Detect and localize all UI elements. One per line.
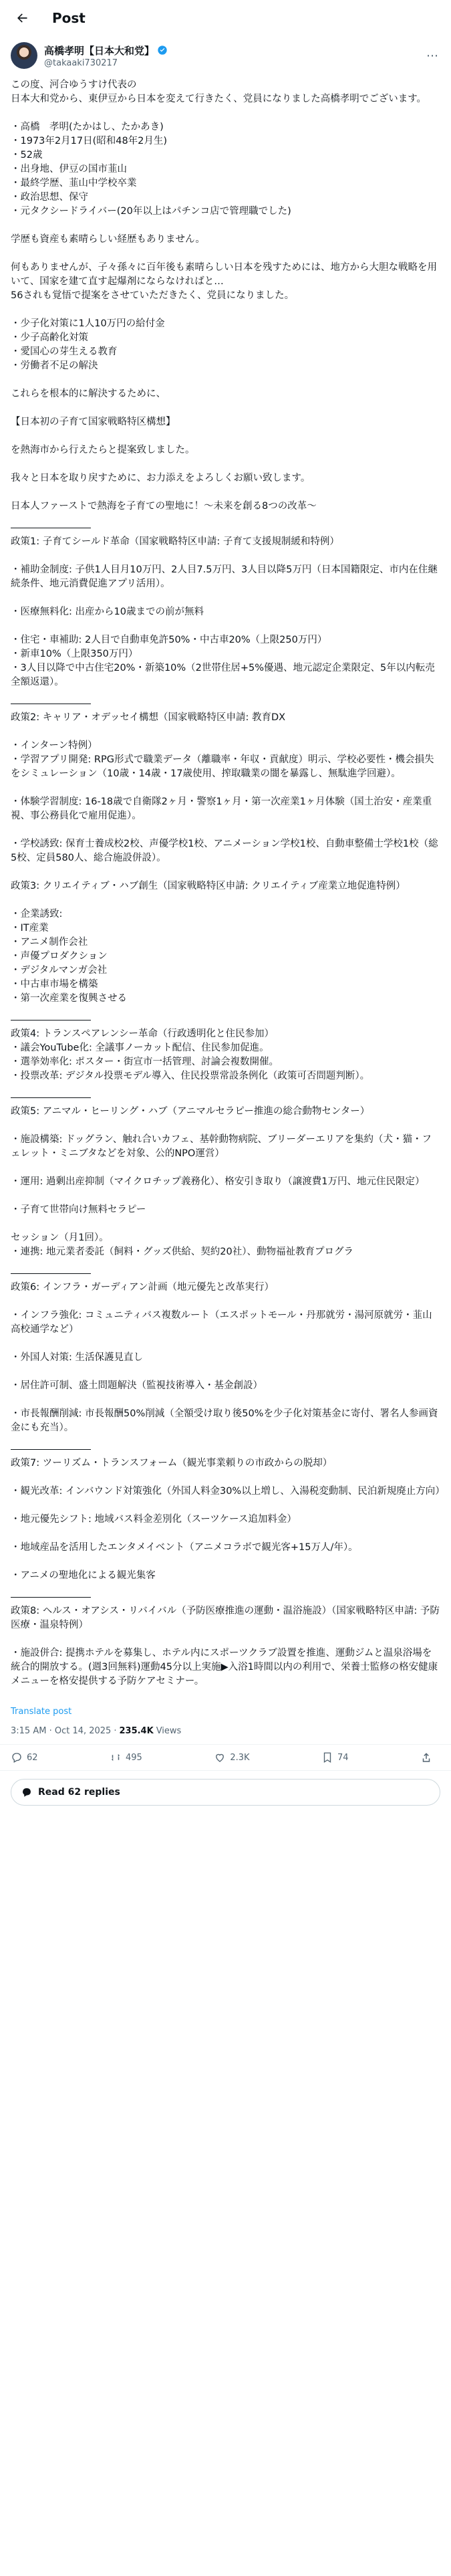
post-paragraph: 我々と日本を取り戻すために、お力添えをよろしくお願い致します。 <box>11 473 311 484</box>
read-replies-label: Read 62 replies <box>38 1787 120 1798</box>
post-paragraph: ・住宅・車補助: 2人目で自動車免許50%・中古車20%（上限250万円） ・新車10%（上限350万円） ・3人目以降で中古住宅20%・新築10%（2世帯住居+5%優遇、地元認定企業限定、5年以内転売全額返還）。 <box>11 635 435 687</box>
back-arrow-icon[interactable] <box>11 7 33 29</box>
post-paragraph: を熱海市から行えたらと提案致しました。 <box>11 445 195 455</box>
post-text <box>0 74 451 1689</box>
post-paragraph: 政策7: ツーリズム・トランスフォーム（観光事業頼りの市政からの脱却） <box>11 1458 333 1469</box>
author-handle[interactable]: @takaaki730217 <box>44 58 118 68</box>
post-paragraph: 学歴も資産も素晴らしい経歴もありません。 <box>11 234 205 245</box>
post-paragraph: ・補助金制度: 子供1人目月10万円、2人目7.5万円、3人目以降5万円（日本国籍限定、市内在住継続条件、地元消費促進アプリ活用）。 <box>11 564 438 589</box>
post-actions <box>0 1745 451 1771</box>
post-paragraph: ・少子化対策に1人10万円の給付金 ・少子高齢化対策 ・愛国心の芽生える教育 ・労働者不足の解決 <box>11 318 165 371</box>
post-paragraph: ・企業誘致: ・IT産業 ・アニメ制作会社 ・声優プロダクション ・デジタルマンガ会社 ・中古車市場を構築 ・第一次産業を復興させる <box>11 909 127 1004</box>
share-button[interactable] <box>420 1751 432 1763</box>
post-paragraph: ・インフラ強化: コミュニティバス複数ルート（エスポットモール・丹那就労・湯河原就労・韮山高校通学など） <box>11 1310 432 1335</box>
post-paragraph: 政策5: アニマル・ヒーリング・ハブ（アニマルセラピー推進の総合動物センター） <box>11 1106 370 1117</box>
share-icon <box>420 1751 432 1763</box>
like-button[interactable] <box>214 1751 249 1763</box>
post-paragraph: ・地元優先シフト: 地域バス料金差別化（スーツケース追加料金） <box>11 1514 297 1525</box>
post-paragraph: 政策2: キャリア・オデッセイ構想（国家戦略特区申請: 教育DX <box>11 712 286 723</box>
post-paragraph: これらを根本的に解決するために、 <box>11 389 166 399</box>
repost-button[interactable] <box>110 1751 142 1763</box>
post-paragraph: ・施設構築: ドッグラン、触れ合いカフェ、基幹動物病院、ブリーダーエリアを集約（犬・猫・フェレット・ミニブタなどを対象、公的NPO運営） <box>11 1134 432 1159</box>
translate-post-link[interactable]: Translate post <box>11 1707 72 1717</box>
section-divider <box>11 1020 91 1021</box>
repost-icon <box>110 1751 122 1763</box>
views-label: Views <box>156 1726 182 1736</box>
heart-icon <box>214 1751 226 1763</box>
author-name[interactable]: 高橋孝明【日本大和党】 <box>44 44 155 57</box>
post-author <box>0 35 451 74</box>
post-paragraph: ・居住許可制、盛土問題解決（監視技術導入・基金創設） <box>11 1380 263 1391</box>
post-paragraph: ・外国人対策: 生活保護見直し <box>11 1352 143 1363</box>
post-paragraph: ・子育て世帯向け無料セラピー <box>11 1204 146 1215</box>
page-title: Post <box>52 9 86 26</box>
section-divider <box>11 1273 91 1274</box>
reply-icon <box>11 1751 23 1763</box>
post-paragraph: ・地域産品を活用したエンタメイベント（アニメコラボで観光客+15万人/年）。 <box>11 1542 358 1553</box>
post-paragraph: セッション（月1回）。 ・連携: 地元業者委託（飼料・グッズ供給、契約20社）、動物福祉教育プログラ <box>11 1232 353 1257</box>
post-paragraph: 【日本初の子育て国家戦略特区構想】 <box>11 417 176 427</box>
like-count: 2.3K <box>230 1752 250 1763</box>
views-count: 235.4K <box>119 1726 154 1736</box>
post-paragraph: 日本人ファーストで熱海を子育ての聖地に！〜未来を創る8つの改革〜 <box>11 501 317 512</box>
section-divider <box>11 1597 91 1598</box>
avatar[interactable] <box>11 42 37 69</box>
post-paragraph: 政策8: ヘルス・オアシス・リバイバル（予防医療推進の運動・温浴施設）（国家戦略特区申請: 予防医療・温泉特例） <box>11 1606 440 1630</box>
post-paragraph: この度、河合ゆうすけ代表の 日本大和党から、東伊豆から日本を変えて行きたく、党員になりました高橋孝明でございます。 <box>11 80 427 104</box>
repost-count: 495 <box>126 1752 142 1763</box>
post-paragraph: ・運用: 過剰出産抑制（マイクロチップ義務化）、格安引き取り（譲渡費1万円、地元住民限定） <box>11 1176 425 1187</box>
post-paragraph: ・アニメの聖地化による観光集客 <box>11 1570 156 1581</box>
post-paragraph: ・観光改革: インバウンド対策強化（外国人料金30%以上増し、入湯税変動制、民泊新規廃止方向） <box>11 1486 445 1497</box>
post-paragraph: 政策1: 子育てシールド革命（国家戦略特区申請: 子育て支援規制緩和特例） <box>11 536 339 547</box>
read-replies-button[interactable] <box>11 1779 440 1806</box>
section-divider <box>11 1449 91 1450</box>
bookmark-button[interactable] <box>321 1751 349 1763</box>
verified-badge-icon <box>157 45 168 56</box>
post-time[interactable]: 3:15 AM · Oct 14, 2025 <box>11 1726 112 1736</box>
reply-button[interactable] <box>11 1751 38 1763</box>
reply-bubble-icon <box>21 1786 33 1798</box>
post-paragraph: 政策4: トランスペアレンシー革命（行政透明化と住民参加） ・議会YouTube化: 全議事ノーカット配信、住民参加促進。 ・選挙効率化: ポスター・街宣市一括管理、討論会複数開催。 ・投票改革: デジタル投票モデル導入、住民投票常設条例化（政策可否問题判断）。 <box>11 1029 370 1081</box>
section-divider <box>11 1097 91 1098</box>
bookmark-icon <box>321 1751 333 1763</box>
post-paragraph: ・医療無料化: 出産から10歳までの前が無料 <box>11 607 204 617</box>
post-paragraph: ・高橋 孝明(たかはし、たかあき) ・1973年2月17日(昭和48年2月生) ・52歳 ・出身地、伊豆の国市韮山 ・最終学歴、韮山中学校卒業 ・政治思想、保守 ・元タクシードライバー(20年以上はパチンコ店で管理職でした) <box>11 122 291 217</box>
post-paragraph: 政策3: クリエイティブ・ハブ創生（国家戦略特区申請: クリエイティブ産業立地促進特例） <box>11 881 406 891</box>
post-meta: 3:15 AM · Oct 14, 2025 · 235.4K Views <box>0 1717 451 1745</box>
post-paragraph: ・体験学習制度: 16-18歳で自衛隊2ヶ月・警察1ヶ月・第一次産業1ヶ月体験（国土治安・産業重視、事公務員化で雇用促進）。 <box>11 796 432 821</box>
post-paragraph: ・学校誘致: 保育士養成校2校、声優学校1校、アニメーション学校1校、自動車整備士学校1校（総5校、定員580人、総合施設併設）。 <box>11 839 438 863</box>
reply-count: 62 <box>27 1752 38 1763</box>
top-bar <box>0 0 451 35</box>
post-paragraph: ・市長報酬削減: 市長報酬50%削減（全額受け取り後50%を少子化対策基金に寄付、署名人参画資金にも充当）。 <box>11 1408 438 1433</box>
post-paragraph: 何もありませんが、子々孫々に百年後も素晴らしい日本を残すためには、地方から大胆な戦略を用いて、国家を建て直す起爆剤にならなければと… 56されも覚悟で提案をさせていただきたく、党員になりました。 <box>11 262 437 301</box>
post-paragraph: 政策6: インフラ・ガーディアン計画（地元優先と改革実行） <box>11 1282 274 1293</box>
post-paragraph: ・インターン特例） ・学習アプリ開発: RPG形式で職業データ（離職率・年収・貢献度）明示、学校必要性・機会損失をシミュレーション（10歳・14歳・17歳使用、搾取職業の闇を暴露し、無駄進学回避）。 <box>11 740 434 779</box>
bookmark-count: 74 <box>337 1752 349 1763</box>
more-options-icon[interactable]: ⋯ <box>426 48 438 63</box>
post-paragraph: ・施設併合: 提携ホテルを募集し、ホテル内にスポーツクラブ設置を推進、運動ジムと温泉浴場を統合的開放する。(週3回無料)運動45分以上実施▶入浴1時間以内の利用で、栄養士監修の格安健康メニューを格安提供する予防ケアセミナー。 <box>11 1648 438 1687</box>
